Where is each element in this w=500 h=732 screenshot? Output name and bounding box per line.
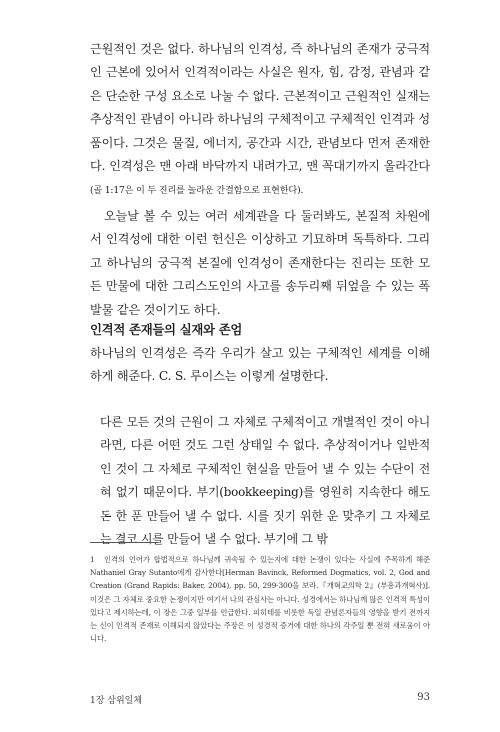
paragraph-1-aside: (골 1:17은 이 두 진리를 놀라운 간결함으로 표현한다). <box>90 185 304 197</box>
page-number: 93 <box>417 692 430 703</box>
paragraph-1-text: 근원적인 것은 없다. 하나님의 인격성, 즉 하나님의 존재가 궁극적인 근본에 있어서 인격적이라는 사실은 원자, 힘, 감정, 관념과 같은 단순한 구성 요소로 나눌 수 없다. 근본적이고 근원적인 실재는 추상적인 관념이 아니라 하나님의 구체적이고 구체적인 인격과 성품이다. 그것은 물질, 에너지, 공간과 시간, 관념보다 먼저 존재한다. 인격성은 맨 아래 바닥까지 내려가고, 맨 꼭대기까지 올라간다 <box>90 42 430 174</box>
body-paragraph-2: 오늘날 볼 수 있는 여러 세계관을 다 둘러봐도, 본질적 차원에서 인격성에 대한 이런 헌신은 이상하고 기묘하며 독특하다. 그리고 하나님의 궁극적 본질에 인격성이 존재한다는 진리는 또한 모든 만물에 대한 그리스도인의 사고를 송두리째 뒤엎을 수 있는 폭발물 같은 것이기도 하다. <box>90 209 430 317</box>
footnote-divider <box>90 542 158 543</box>
section-heading: 인격적 존재들의 실재와 존엄 <box>90 322 243 337</box>
footnote <box>90 553 430 645</box>
footnote-number: 1 <box>90 555 95 564</box>
body-paragraph-1 <box>90 38 430 203</box>
running-footer-chapter: 1장 삼위일체 <box>90 696 143 706</box>
body-paragraph-3: 하나님의 인격성은 즉각 우리가 살고 있는 구체적인 세계를 이해하게 해준다. C. S. 루이스는 이렇게 설명한다. <box>90 346 430 384</box>
block-quote: 다른 모든 것의 근원이 그 자체로 구체적이고 개별적인 것이 아니라면, 다른 어떤 것도 그런 상태일 수 없다. 추상적이거나 일반적인 것이 그 자체로 구체적인 현실을 만들어 낼 수 있는 수단이 전혀 없기 때문이다. 부기(bookkeeping)를 영원히 지속한다 해도 돈 한 푼 만들어 낼 수 없다. 시를 짓기 위한 운 맞추기 그 자체로는 결코 시를 만들어 낼 수 없다. 부기에 그 밖 <box>100 415 430 547</box>
footnote-text: 인격의 언어가 합법적으로 하나님께 귀속될 수 있는지에 대한 논쟁이 있다는 사실에 주목하게 해준 Nathaniel Gray Sutanto에게 감사한다[Herman Bavinck, Reformed Dogmatics, vol. 2, God and Creation (Grand Rapids: Baker, 2004), pp. 50, 299-300을 보라.『개혁교의학 2』(부흥과개혁사)]. 이것은 그 자체로 중요한 논쟁이지만 여기서 나의 관심사는 아니다. 성경에서는 하나님께 많은 인격적 특성이 있다고 제시하는데, 이 장은 그중 일부를 언급한다. 피히테를 비롯한 독일 관념론자들의 영향을 받기 전까지는 신이 인격적 존재로 이해되지 않았다는 주장은 이 성경적 증거에 대한 하나의 각주일 뿐 전혀 새로움이 아니다. <box>90 555 430 644</box>
